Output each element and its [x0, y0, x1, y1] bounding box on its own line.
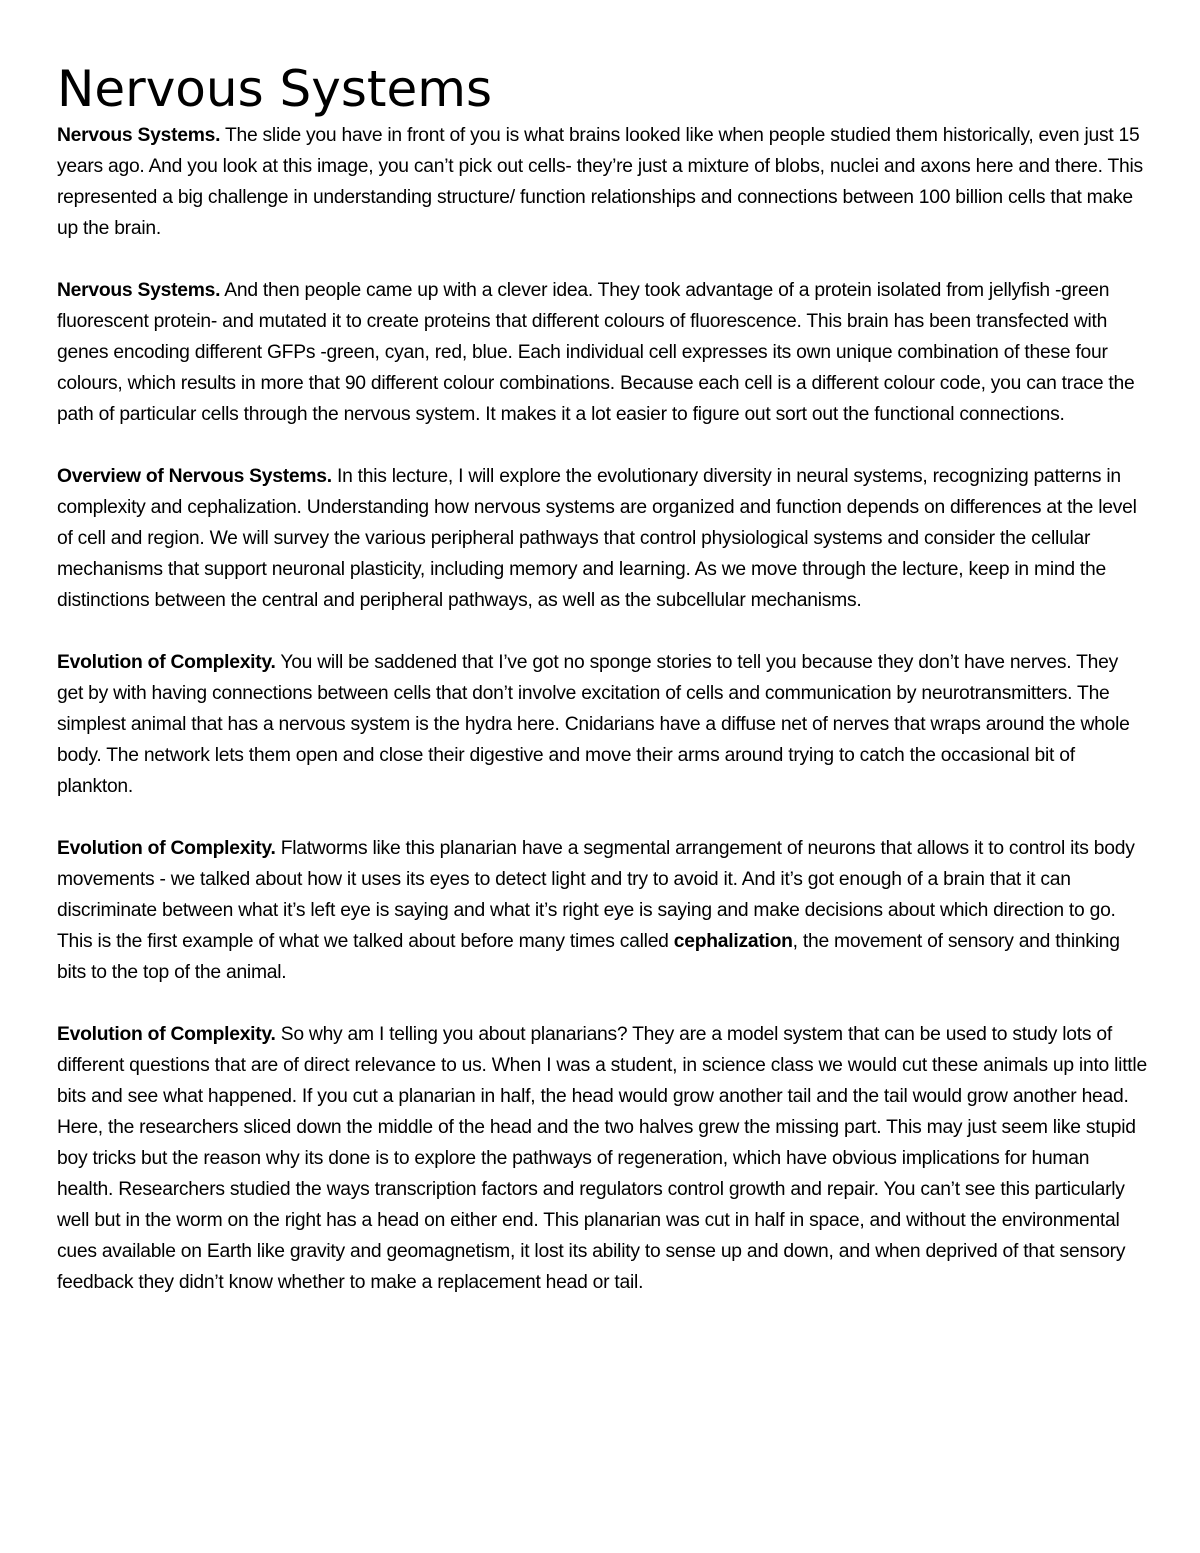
paragraph-text: The slide you have in front of you is what brains looked like when people studied them historically, even just 15 years ago. And you look at this image, you can’t pick out cells- they’re just a mixture of blobs, nuclei and axons here and there. This represented a big challenge in understanding structure/ function relationships and connections between 100 billion cells that make up the brain.	[57, 125, 1143, 239]
paragraph-heading: Nervous Systems.	[57, 125, 221, 146]
paragraph-text: So why am I telling you about planarians? They are a model system that can be used to study lots of different questions that are of direct relevance to us. When I was a student, in science class we would cut these animals up into little bits and see what happened. If you cut a planarian in half, the head would grow another tail and the tail would grow another head. Here, the researchers sliced down the middle of the head and the two halves grew the missing part. This may just seem like stupid boy tricks but the reason why its done is to explore the pathways of regeneration, which have obvious implications for human health. Researchers studied the ways transcription factors and regulators control growth and repair. You can’t see this particularly well but in the worm on the right has a head on either end. This planarian was cut in half in space, and without the environmental cues available on Earth like gravity and geomagnetism, it lost its ability to sense up and down, and when deprived of that sensory feedback they didn’t know whether to make a replacement head or tail.	[57, 1024, 1147, 1293]
paragraph-heading: Overview of Nervous Systems.	[57, 466, 332, 487]
paragraph-heading: Evolution of Complexity.	[57, 1024, 276, 1045]
document-title: Nervous Systems	[57, 60, 493, 118]
paragraph-heading: Evolution of Complexity.	[57, 838, 276, 859]
paragraph-heading: Nervous Systems.	[57, 280, 221, 301]
paragraph-6	[57, 1019, 1147, 1298]
paragraph-1	[57, 120, 1147, 244]
paragraph-text: Flatworms like this planarian have a segmental arrangement of neurons that allows it to control its body movements - we talked about how it uses its eyes to detect light and try to avoid it. And it’s got enough of a brain that it can discriminate between what it’s left eye is saying and what it’s right eye is saying and make decisions about which direction to go. This is the first example of what we talked about before many times called	[57, 838, 1135, 952]
paragraph-5	[57, 833, 1147, 988]
paragraph-2	[57, 275, 1147, 430]
paragraph-4	[57, 647, 1147, 802]
paragraph-3	[57, 461, 1147, 616]
paragraph-text: You will be saddened that I’ve got no sponge stories to tell you because they don’t have nerves. They get by with having connections between cells that don’t involve excitation of cells and communication by neurotransmitters. The simplest animal that has a nervous system is the hydra here. Cnidarians have a diffuse net of nerves that wraps around the whole body. The network lets them open and close their digestive and move their arms around trying to catch the occasional bit of plankton.	[57, 652, 1130, 797]
document-page	[57, 56, 1147, 1329]
emphasis-term: cephalization	[673, 931, 793, 952]
paragraph-text: In this lecture, I will explore the evolutionary diversity in neural systems, recognizing patterns in complexity and cephalization. Understanding how nervous systems are organized and function depends on differences at the level of cell and region. We will survey the various peripheral pathways that control physiological systems and consider the cellular mechanisms that support neuronal plasticity, including memory and learning. As we move through the lecture, keep in mind the distinctions between the central and peripheral pathways, as well as the subcellular mechanisms.	[57, 466, 1137, 611]
paragraph-text: And then people came up with a clever idea. They took advantage of a protein isolated from jellyfish -green fluorescent protein- and mutated it to create proteins that different colours of fluorescence. This brain has been transfected with genes encoding different GFPs -green, cyan, red, blue. Each individual cell expresses its own unique combination of these four colours, which results in more that 90 different colour combinations. Because each cell is a different colour code, you can trace the path of particular cells through the nervous system. It makes it a lot easier to figure out sort out the functional connections.	[57, 280, 1135, 425]
paragraph-text: , the movement of sensory and thinking bits to the top of the animal.	[57, 931, 1120, 983]
paragraph-heading: Evolution of Complexity.	[57, 652, 276, 673]
